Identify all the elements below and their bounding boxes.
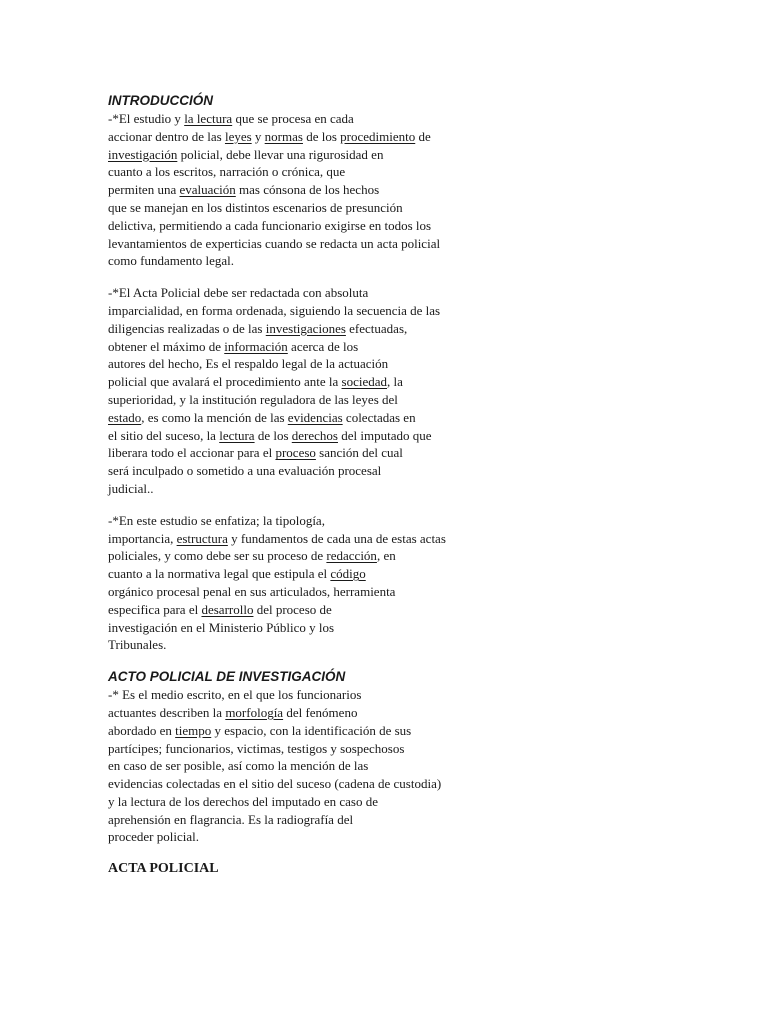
hyperlink[interactable]: redacción: [326, 548, 377, 564]
text-line: [108, 181, 508, 199]
text-run: imparcialidad, en forma ordenada, siguiendo la secuencia de las: [108, 302, 441, 318]
text-run: especifica para el: [108, 601, 202, 617]
hyperlink[interactable]: procedimiento: [340, 128, 416, 144]
text-line: [108, 320, 508, 338]
text-line: [108, 686, 508, 704]
text-line: [108, 828, 508, 846]
text-run: -*El Acta Policial debe ser redactada con absoluta: [108, 285, 369, 301]
text-run: de los: [302, 128, 341, 144]
text-line: [108, 793, 508, 811]
paragraph: [108, 284, 508, 498]
text-run: proceder policial.: [108, 829, 199, 845]
text-line: [108, 480, 508, 498]
text-run: en caso de ser posible, así como la mención de las: [108, 758, 369, 774]
section-acto-policial: [108, 668, 508, 846]
text-run: actuantes describen la: [108, 704, 226, 720]
text-run: Tribunales.: [108, 637, 167, 653]
hyperlink[interactable]: estructura: [176, 530, 228, 546]
text-run: y la lectura de los derechos del imputado en caso de: [108, 793, 379, 809]
hyperlink[interactable]: evidencias: [287, 409, 343, 425]
text-run: y fundamentos de cada una de estas actas: [227, 530, 446, 546]
text-line: [108, 565, 508, 583]
text-run: será inculpado o sometido a una evaluación procesal: [108, 463, 382, 479]
text-run: partícipes; funcionarios, victimas, testigos y sospechosos: [108, 740, 405, 756]
text-line: [108, 462, 508, 480]
text-run: autores del hecho, Es el respaldo legal de la actuación: [108, 356, 389, 372]
text-line: [108, 757, 508, 775]
hyperlink[interactable]: estado: [108, 409, 142, 425]
hyperlink[interactable]: investigaciones: [265, 320, 346, 336]
text-run: -*El estudio y: [108, 111, 185, 126]
text-run: policiales, y como debe ser su proceso de: [108, 548, 327, 564]
text-run: del imputado que: [337, 427, 432, 443]
heading-acto-policial: ACTO POLICIAL DE INVESTIGACIÓN: [108, 669, 346, 685]
text-line: [108, 601, 508, 619]
text-run: liberara todo el accionar para el: [108, 445, 276, 461]
text-line: [108, 391, 508, 409]
hyperlink[interactable]: investigación: [108, 146, 178, 162]
text-run: judicial..: [108, 480, 154, 496]
text-run: -*En este estudio se enfatiza; la tipología,: [108, 512, 325, 528]
text-line: [108, 775, 508, 793]
text-line: [108, 583, 508, 601]
document-body: [108, 92, 508, 878]
hyperlink[interactable]: normas: [264, 128, 303, 144]
text-run: superioridad, y la institución reguladora de las leyes del: [108, 391, 398, 407]
text-run: importancia,: [108, 530, 177, 546]
hyperlink[interactable]: morfología: [225, 704, 284, 720]
text-line: [108, 110, 508, 128]
hyperlink[interactable]: información: [224, 338, 288, 354]
text-line: [108, 252, 508, 270]
text-line: [108, 427, 508, 445]
text-line: [108, 811, 508, 829]
text-run: obtener el máximo de: [108, 338, 225, 354]
hyperlink[interactable]: desarrollo: [201, 601, 254, 617]
text-line: [108, 619, 508, 637]
text-run: cuanto a los escritos, narración o crónica, que: [108, 164, 346, 180]
paragraph: [108, 512, 508, 654]
text-run: el sitio del suceso, la: [108, 427, 220, 443]
heading-acta-policial: ACTA POLICIAL: [108, 861, 219, 877]
hyperlink[interactable]: leyes: [224, 128, 252, 144]
hyperlink[interactable]: evaluación: [179, 182, 236, 198]
text-line: [108, 146, 508, 164]
text-line: [108, 302, 508, 320]
text-run: efectuadas,: [345, 320, 408, 336]
text-run: colectadas en: [342, 409, 416, 425]
text-run: sanción del cual: [315, 445, 403, 461]
hyperlink[interactable]: sociedad: [341, 374, 388, 390]
hyperlink[interactable]: la lectura: [184, 111, 233, 126]
text-run: -* Es el medio escrito, en el que los funcionarios: [108, 687, 362, 703]
text-line: [108, 199, 508, 217]
text-line: [108, 128, 508, 146]
hyperlink[interactable]: tiempo: [175, 722, 212, 738]
text-line: [108, 355, 508, 373]
text-line: [108, 636, 508, 654]
text-run: como fundamento legal.: [108, 253, 234, 269]
text-line: [108, 235, 508, 253]
text-run: investigación en el Ministerio Público y los: [108, 619, 335, 635]
text-run: que se manejan en los distintos escenarios de presunción: [108, 199, 403, 215]
text-line: [108, 373, 508, 391]
text-line: [108, 284, 508, 302]
text-run: de los: [254, 427, 292, 443]
text-run: mas cónsona de los hechos: [235, 182, 380, 198]
text-run: delictiva, permitiendo a cada funcionario exigirse en todos los: [108, 217, 432, 233]
text-run: policial que avalará el procedimiento ante la: [108, 374, 342, 390]
text-run: orgánico procesal penal en sus articulados, herramienta: [108, 583, 396, 599]
text-run: , la: [387, 374, 403, 390]
section-acto-policial-paragraphs: [108, 686, 508, 846]
text-run: , es como la mención de las: [141, 409, 288, 425]
text-line: [108, 217, 508, 235]
text-line: [108, 530, 508, 548]
text-run: del fenómeno: [283, 704, 358, 720]
text-run: cuanto a la normativa legal que estipula el: [108, 566, 331, 582]
text-run: accionar dentro de las: [108, 128, 225, 144]
text-line: [108, 338, 508, 356]
text-line: [108, 704, 508, 722]
text-line: [108, 409, 508, 427]
paragraph: [108, 110, 508, 270]
text-run: diligencias realizadas o de las: [108, 320, 266, 336]
hyperlink[interactable]: lectura: [219, 427, 255, 443]
paragraph: [108, 686, 508, 846]
hyperlink[interactable]: derechos: [291, 427, 338, 443]
section-introduccion: [108, 92, 508, 654]
text-line: [108, 547, 508, 565]
text-run: evidencias colectadas en el sitio del suceso (cadena de custodia): [108, 776, 442, 792]
text-line: [108, 740, 508, 758]
text-line: [108, 512, 508, 530]
text-run: aprehensión en flagrancia. Es la radiografía del: [108, 811, 354, 827]
heading-introduccion: INTRODUCCIÓN: [108, 93, 213, 108]
text-run: permiten una: [108, 182, 180, 198]
text-run: acerca de los: [287, 338, 359, 354]
text-line: [108, 722, 508, 740]
text-run: policial, debe llevar una rigurosidad en: [177, 146, 384, 162]
text-run: de: [415, 128, 431, 144]
text-run: que se procesa en cada: [232, 111, 354, 126]
section-introduccion-paragraphs: [108, 110, 508, 654]
text-run: levantamientos de experticias cuando se redacta un acta policial: [108, 235, 441, 251]
text-run: del proceso de: [253, 601, 332, 617]
text-run: y: [251, 128, 265, 144]
text-line: [108, 444, 508, 462]
text-run: abordado en: [108, 722, 176, 738]
hyperlink[interactable]: código: [330, 566, 366, 582]
hyperlink[interactable]: proceso: [275, 445, 316, 461]
text-run: y espacio, con la identificación de sus: [211, 722, 412, 738]
text-run: , en: [376, 548, 396, 564]
text-line: [108, 163, 508, 181]
